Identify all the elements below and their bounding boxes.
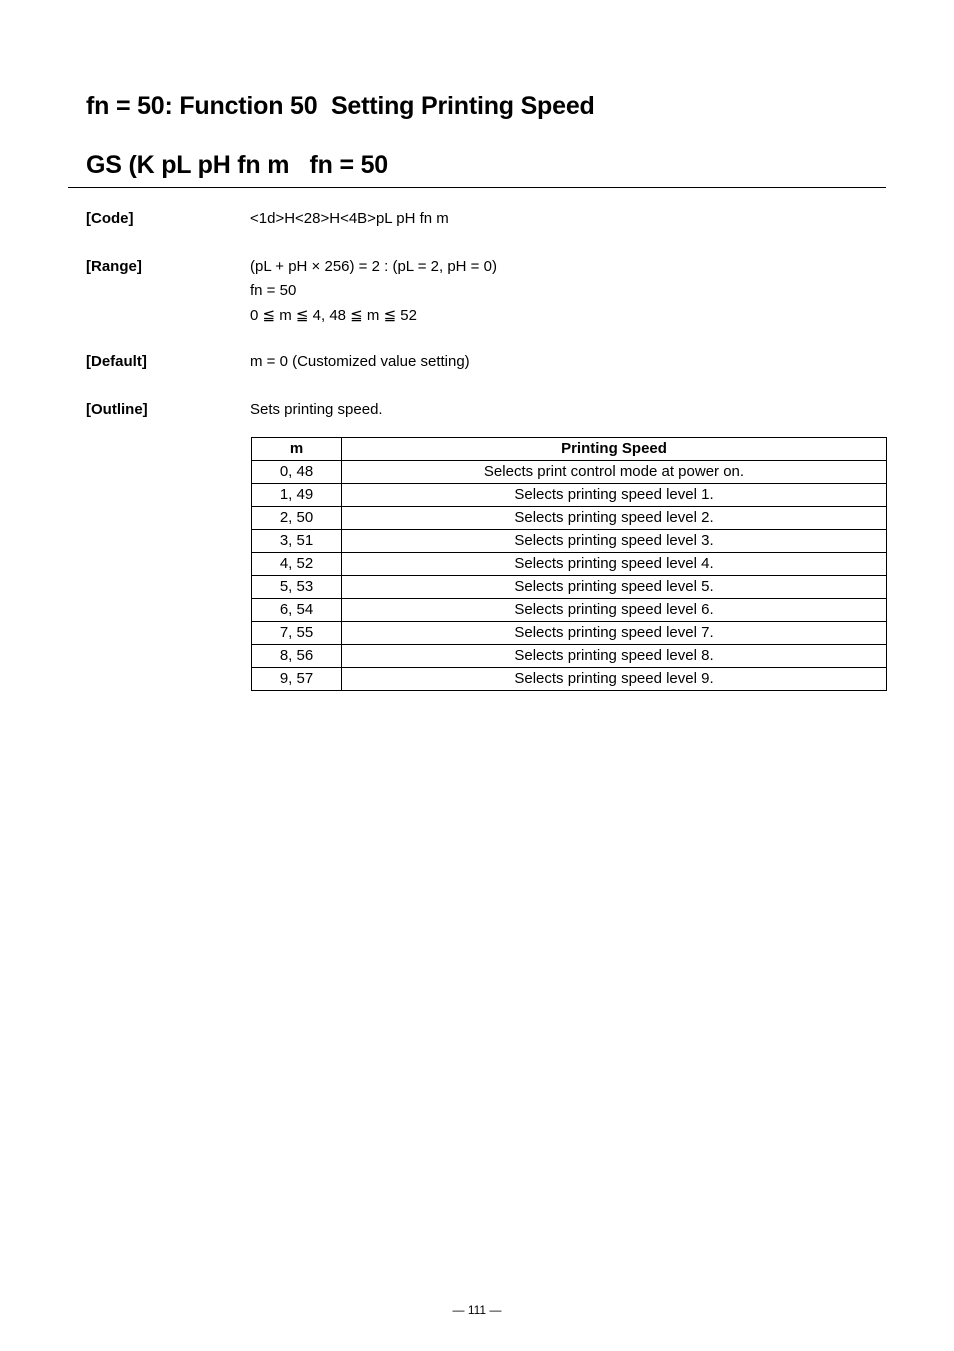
printing-speed-table <box>251 437 887 691</box>
outline-label: [Outline] <box>86 401 148 418</box>
cell-m-value: 0, 48 <box>252 461 342 484</box>
default-value: m = 0 (Customized value setting) <box>250 353 470 370</box>
cell-speed-description: Selects printing speed level 6. <box>342 599 887 622</box>
header-m: m <box>252 438 342 461</box>
default-label: [Default] <box>86 353 147 370</box>
cell-speed-description: Selects print control mode at power on. <box>342 461 887 484</box>
cell-m-value: 9, 57 <box>252 668 342 691</box>
cell-speed-description: Selects printing speed level 9. <box>342 668 887 691</box>
table-row <box>252 461 887 484</box>
table-row <box>252 507 887 530</box>
table-row <box>252 484 887 507</box>
header-divider <box>68 187 886 188</box>
range-line-1: (pL + pH × 256) = 2 : (pL = 2, pH = 0) <box>250 258 497 275</box>
cell-m-value: 3, 51 <box>252 530 342 553</box>
cell-speed-description: Selects printing speed level 2. <box>342 507 887 530</box>
table-row <box>252 645 887 668</box>
cell-m-value: 7, 55 <box>252 622 342 645</box>
table-row <box>252 622 887 645</box>
cell-speed-description: Selects printing speed level 5. <box>342 576 887 599</box>
range-line-3: 0 ≦ m ≦ 4, 48 ≦ m ≦ 52 <box>250 307 417 324</box>
table-row <box>252 668 887 691</box>
cell-speed-description: Selects printing speed level 7. <box>342 622 887 645</box>
cell-m-value: 5, 53 <box>252 576 342 599</box>
function-title: fn = 50: Function 50 Setting Printing Speed <box>86 92 595 120</box>
table-header-row <box>252 438 887 461</box>
code-label: [Code] <box>86 210 134 227</box>
range-label: [Range] <box>86 258 142 275</box>
outline-value: Sets printing speed. <box>250 401 383 418</box>
range-line-2: fn = 50 <box>250 282 297 299</box>
cell-speed-description: Selects printing speed level 3. <box>342 530 887 553</box>
page-number: — 111 — <box>452 1303 502 1317</box>
table-row <box>252 599 887 622</box>
cell-speed-description: Selects printing speed level 1. <box>342 484 887 507</box>
table-row <box>252 553 887 576</box>
cell-m-value: 1, 49 <box>252 484 342 507</box>
command-title: GS (K pL pH fn m fn = 50 <box>86 151 389 179</box>
cell-speed-description: Selects printing speed level 4. <box>342 553 887 576</box>
cell-m-value: 4, 52 <box>252 553 342 576</box>
cell-speed-description: Selects printing speed level 8. <box>342 645 887 668</box>
cell-m-value: 2, 50 <box>252 507 342 530</box>
table-row <box>252 576 887 599</box>
cell-m-value: 6, 54 <box>252 599 342 622</box>
table-body <box>252 461 887 691</box>
table-row <box>252 530 887 553</box>
cell-m-value: 8, 56 <box>252 645 342 668</box>
header-printing-speed: Printing Speed <box>342 438 887 461</box>
code-value: <1d>H<28>H<4B>pL pH fn m <box>250 210 449 227</box>
